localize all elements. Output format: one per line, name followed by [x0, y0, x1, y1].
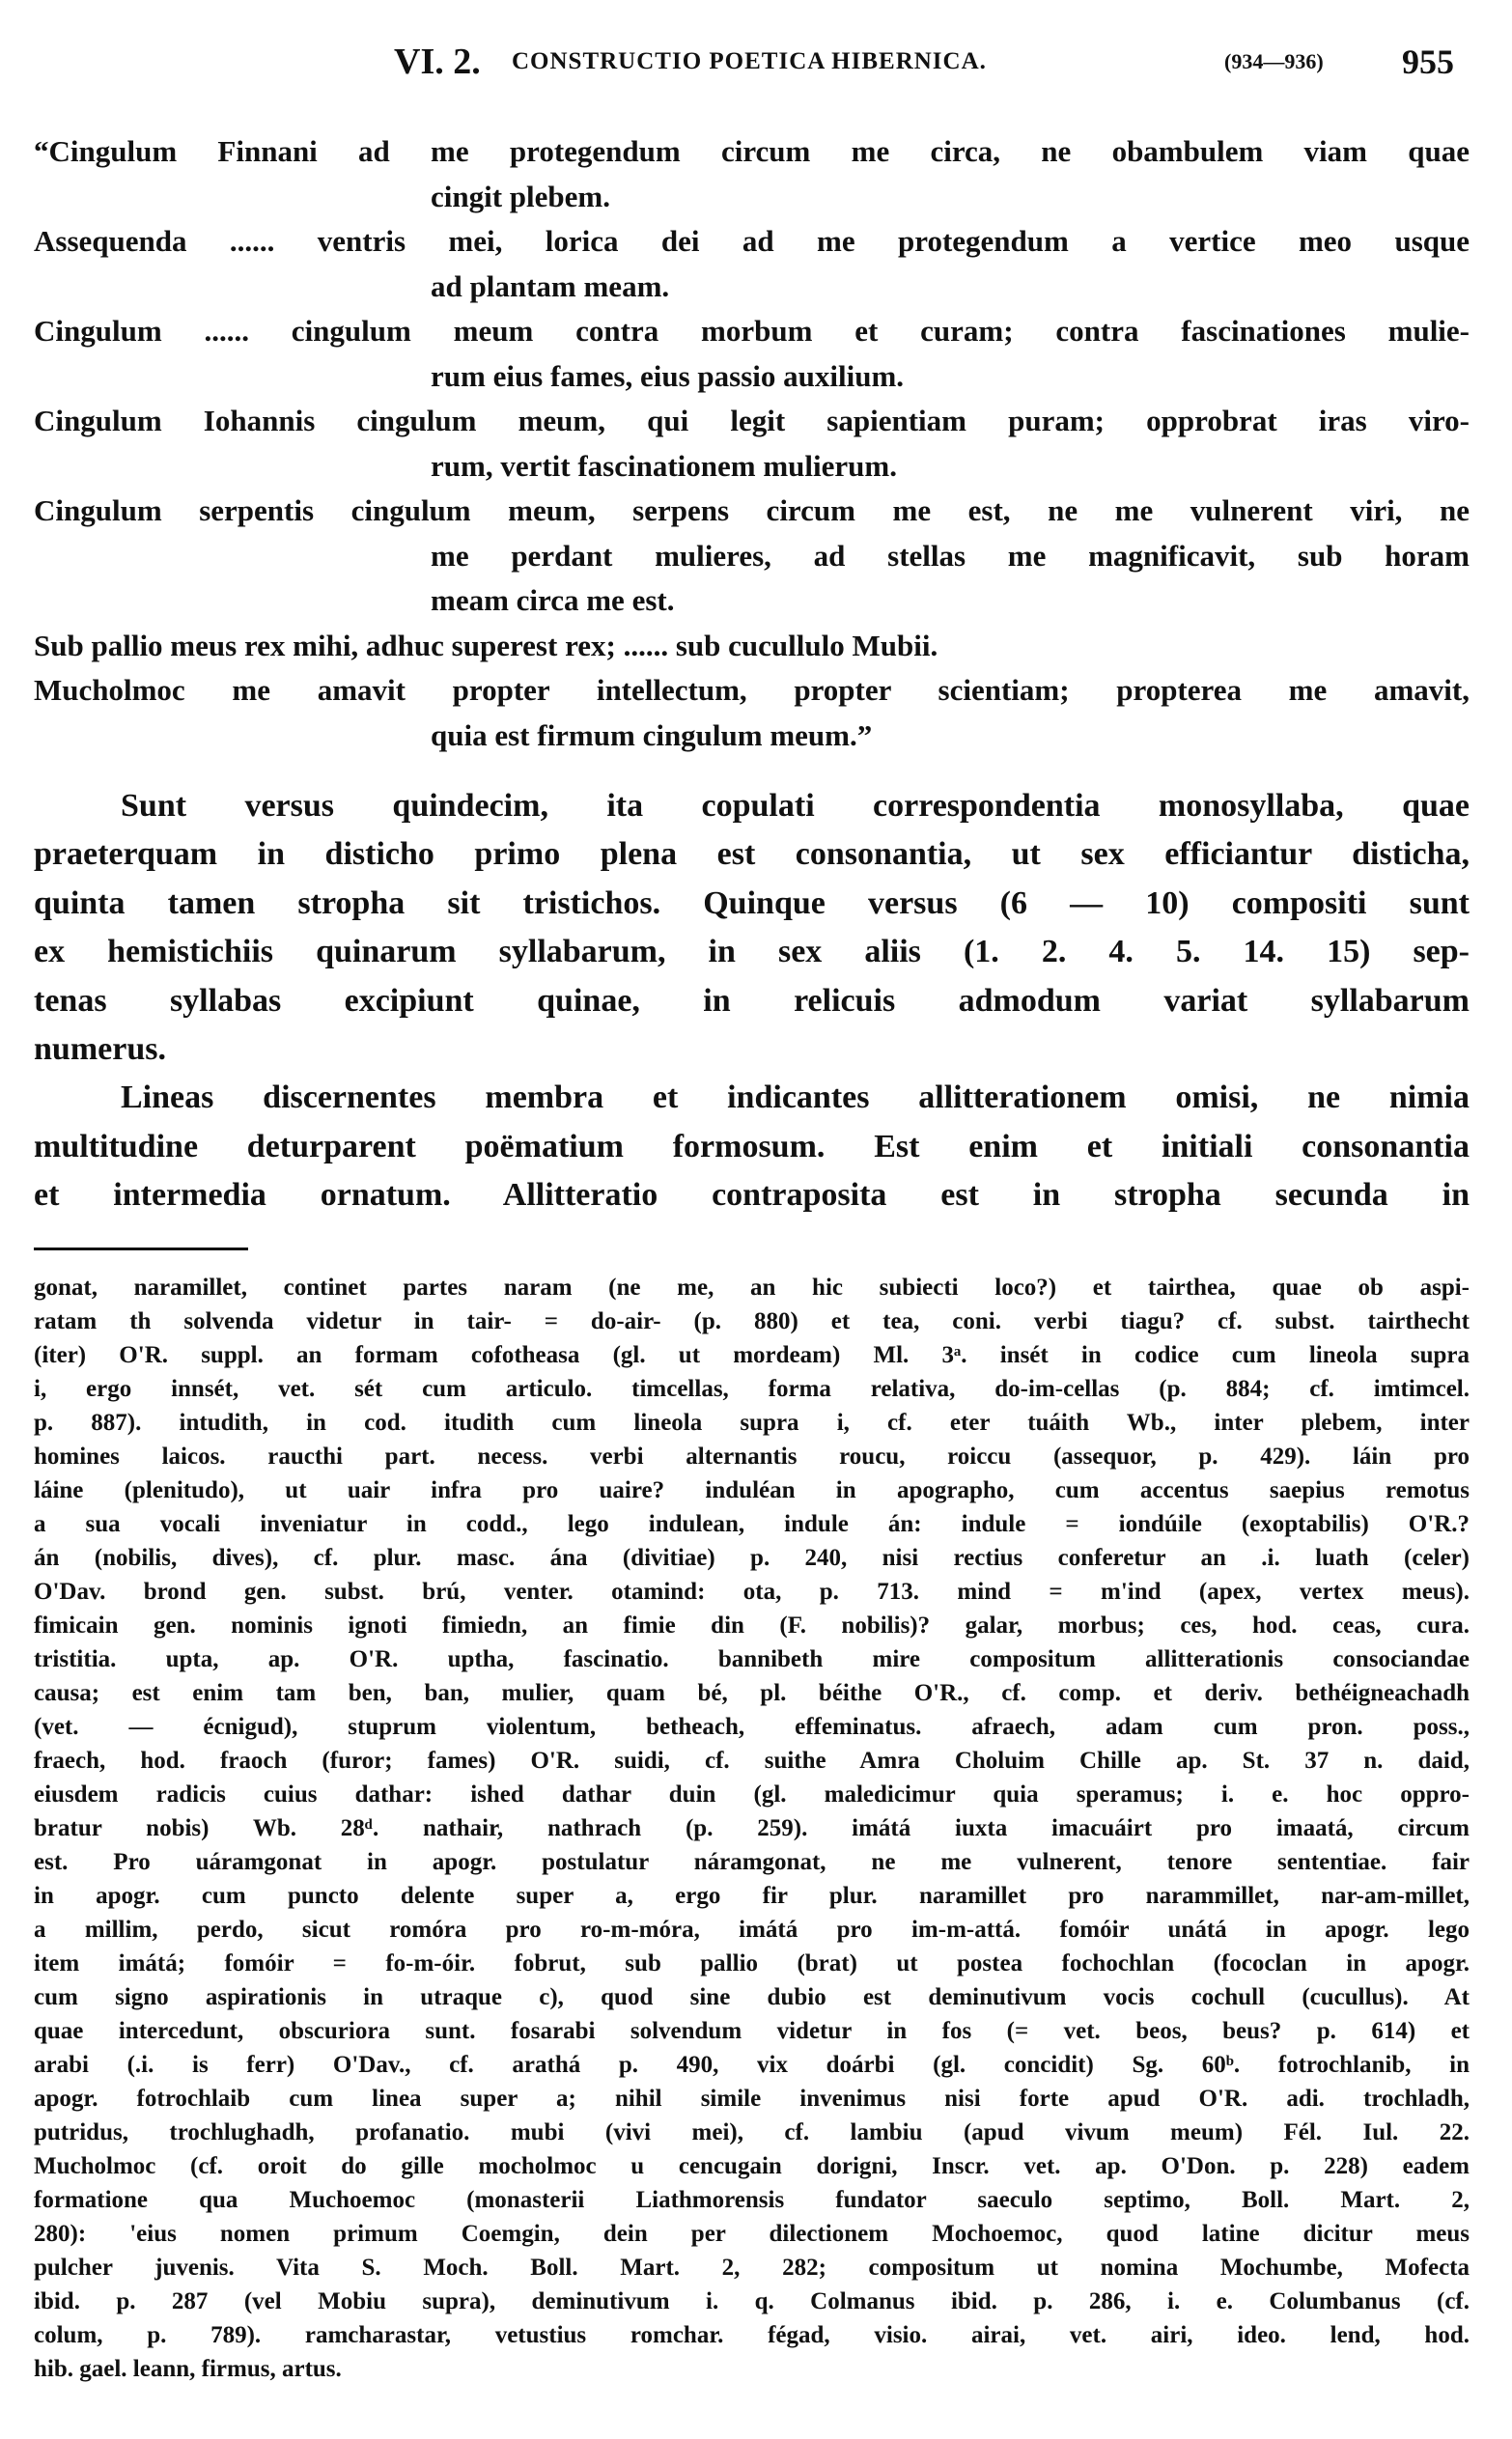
footnote-line: fraech, hod. fraoch (furor; fames) O'R. suidi, cf. suithe Amra Choluim Chille ap. St. 37 n. daid, — [34, 1748, 1470, 1774]
verse-translation — [34, 129, 1470, 758]
page-number: 955 — [1402, 42, 1454, 81]
body-line: praeterquam in disticho primo plena est consonantia, ut sex efficiantur disticha, — [34, 836, 1470, 873]
footnote-line: cum signo aspirationis in utraque c), quod sine dubio est deminutivum vocis cochull (cucullus). At — [34, 1984, 1470, 2010]
verse-line: cingit plebem. — [431, 179, 610, 213]
body-line: Sunt versus quindecim, ita copulati correspondentia monosyllaba, quae — [121, 788, 1470, 824]
footnote-line: colum, p. 789). ramcharastar, vetustius romchar. fégad, visio. airai, vet. airi, ideo. lend, hod. — [34, 2322, 1470, 2348]
running-title: CONSTRUCTIO POETICA HIBERNICA. — [512, 48, 987, 74]
footnote-line: (iter) O'R. suppl. an formam cofotheasa (gl. ut mordeam) Ml. 3ᵃ. insét in codice cum lineola supra — [34, 1342, 1470, 1368]
footnote-line: item imátá; fomóir = fo-m-óir. fobrut, sub pallio (brat) ut postea fochochlan (fococlan in apogr. — [34, 1950, 1470, 1976]
footnote-line: tristitia. upta, ap. O'R. uptha, fascinatio. bannibeth mire compositum allitterationis consociandae — [34, 1646, 1470, 1672]
verse-line: Sub pallio meus rex mihi, adhuc superest rex; ...... sub cucullulo Mubii. — [34, 628, 938, 662]
footnote-divider — [34, 1248, 248, 1250]
running-header — [0, 35, 1512, 89]
footnote-line: causa; est enim tam ben, ban, mulier, quam bé, pl. béithe O'R., cf. comp. et deriv. bethéigneachadh — [34, 1680, 1470, 1706]
footnote-line: a millim, perdo, sicut romóra pro ro-m-móra, imátá pro im-m-attá. fomóir unátá in apogr. lego — [34, 1917, 1470, 1943]
verse-line: me perdant mulieres, ad stellas me magnificavit, sub horam — [431, 538, 1470, 573]
footnote-line: est. Pro uáramgonat in apogr. postulatur náramgonat, ne me vulnerent, tenore sententiae. fair — [34, 1849, 1470, 1875]
verse-line: rum eius fames, eius passio auxilium. — [431, 358, 905, 393]
footnote-line: formatione qua Muchoemoc (monasterii Liathmorensis fundator saeculo septimo, Boll. Mart. 2, — [34, 2187, 1470, 2213]
verse-line: Assequenda ...... ventris mei, lorica dei ad me protegendum a vertice meo usque — [34, 224, 1470, 258]
body-line: Lineas discernentes membra et indicantes allitterationem omisi, ne nimia — [121, 1079, 1470, 1116]
footnote-line: (vet. — écnigud), stuprum violentum, betheach, effeminatus. afraech, adam cum pron. poss., — [34, 1714, 1470, 1740]
footnote-line: a sua vocali inveniatur in codd., lego indulean, indule án: indule = iondúile (exoptabilis) O'R.? — [34, 1511, 1470, 1537]
footnote-line: quae intercedunt, obscuriora sunt. fosarabi solvendum videtur in fos (= vet. beos, beus? p. 614) et — [34, 2018, 1470, 2044]
footnote-line: eiusdem radicis cuius dathar: ished dathar duin (gl. maledicimur quia speramus; i. e. hoc oppro- — [34, 1781, 1470, 1808]
footnote-line: gonat, naramillet, continet partes naram (ne me, an hic subiecti loco?) et tairthea, quae ob aspi- — [34, 1275, 1470, 1301]
verse-line: “Cingulum Finnani ad me protegendum circum me circa, ne obambulem viam quae — [34, 134, 1470, 168]
footnote-line: hib. gael. leann, firmus, artus. — [34, 2356, 342, 2382]
body-line: tenas syllabas excipiunt quinae, in relicuis admodum variat syllabarum — [34, 982, 1470, 1019]
footnote-line: láine (plenitudo), ut uair infra pro uaire? induléan in apographo, cum accentus saepius remotus — [34, 1477, 1470, 1503]
verse-line: Cingulum serpentis cingulum meum, serpens circum me est, ne me vulnerent viri, ne — [34, 493, 1470, 527]
footnote-line: O'Dav. brond gen. subst. brú, venter. otamind: ota, p. 713. mind = m'ind (apex, vertex meus). — [34, 1579, 1470, 1605]
footnote-line: arabi (.i. is ferr) O'Dav., cf. arathá p. 490, vix doárbi (gl. concidit) Sg. 60ᵇ. fotrochlanib, in — [34, 2052, 1470, 2078]
body-paragraphs — [34, 782, 1470, 1220]
footnote-line: i, ergo innsét, vet. sét cum articulo. timcellas, forma relativa, do-im-cellas (p. 884; cf. imtimcel. — [34, 1376, 1470, 1402]
footnote-line: p. 887). intudith, in cod. itudith cum lineola supra i, cf. eter tuáith Wb., inter plebem, inter — [34, 1410, 1470, 1436]
verse-line: Cingulum ...... cingulum meum contra morbum et curam; contra fascinationes mulie- — [34, 314, 1470, 348]
body-line: numerus. — [34, 1030, 166, 1067]
body-line: multitudine deturparent poëmatium formosum. Est enim et initiali consonantia — [34, 1128, 1470, 1164]
verse-line: Mucholmoc me amavit propter intellectum, propter scientiam; propterea me amavit, — [34, 673, 1470, 707]
footnote-line: homines laicos. raucthi part. necess. verbi alternantis roucu, roiccu (assequor, p. 429). láin pro — [34, 1444, 1470, 1470]
footnote-line: ibid. p. 287 (vel Mobiu supra), deminutivum i. q. Colmanus ibid. p. 286, i. e. Columbanus (cf. — [34, 2288, 1470, 2314]
body-line: quinta tamen stropha sit tristichos. Quinque versus (6 — 10) compositi sunt — [34, 884, 1470, 921]
body-line: et intermedia ornatum. Allitteratio contraposita est in stropha secunda in — [34, 1177, 1470, 1214]
footnote-line: án (nobilis, dives), cf. plur. masc. ána (divitiae) p. 240, nisi rectius conferetur an .i. luath (celer) — [34, 1545, 1470, 1571]
verse-line: quia est firmum cingulum meum.” — [431, 717, 873, 752]
footnote-line: 280): 'eius nomen primum Coemgin, dein per dilectionem Mochoemoc, quod latine dicitur meus — [34, 2221, 1470, 2247]
verse-line: ad plantam meam. — [431, 268, 670, 303]
footnote-line: fimicain gen. nominis ignoti fimiedn, an fimie din (F. nobilis)? galar, morbus; ces, hod. ceas, cura. — [34, 1612, 1470, 1639]
verse-line: meam circa me est. — [431, 583, 675, 617]
footnote-line: pulcher juvenis. Vita S. Moch. Boll. Mart. 2, 282; compositum ut nomina Mochumbe, Mofecta — [34, 2255, 1470, 2281]
verse-line: rum, vertit fascinationem mulierum. — [431, 448, 897, 483]
footnote-line: in apogr. cum puncto delente super a, ergo fir plur. naramillet pro narammillet, nar-am-millet, — [34, 1883, 1470, 1909]
footnote-line: apogr. fotrochlaib cum linea super a; nihil simile invenimus nisi forte apud O'R. adi. trochladh, — [34, 2086, 1470, 2112]
section-number: VI. 2. — [394, 42, 481, 82]
footnote-line: Mucholmoc (cf. oroit do gille mocholmoc u cencugain dorigni, Inscr. vet. ap. O'Don. p. 228) eadem — [34, 2153, 1470, 2179]
paragraph-range: (934—936) — [1224, 49, 1324, 73]
body-line: ex hemistichiis quinarum syllabarum, in sex aliis (1. 2. 4. 5. 14. 15) sep- — [34, 934, 1470, 970]
footnote-line: putridus, trochlughadh, profanatio. mubi (vivi mei), cf. lambiu (apud vivum meum) Fél. Iul. 22. — [34, 2119, 1470, 2145]
verse-line: Cingulum Iohannis cingulum meum, qui legit sapientiam puram; opprobrat iras viro- — [34, 404, 1470, 437]
footnote-line: ratam th solvenda videtur in tair- = do-air- (p. 880) et tea, coni. verbi tiagu? cf. subst. tairthecht — [34, 1308, 1470, 1334]
footnote-line: bratur nobis) Wb. 28ᵈ. nathair, nathrach (p. 259). imátá iuxta imacuáirt pro imaatá, circum — [34, 1815, 1470, 1841]
footnotes — [34, 1271, 1470, 2386]
